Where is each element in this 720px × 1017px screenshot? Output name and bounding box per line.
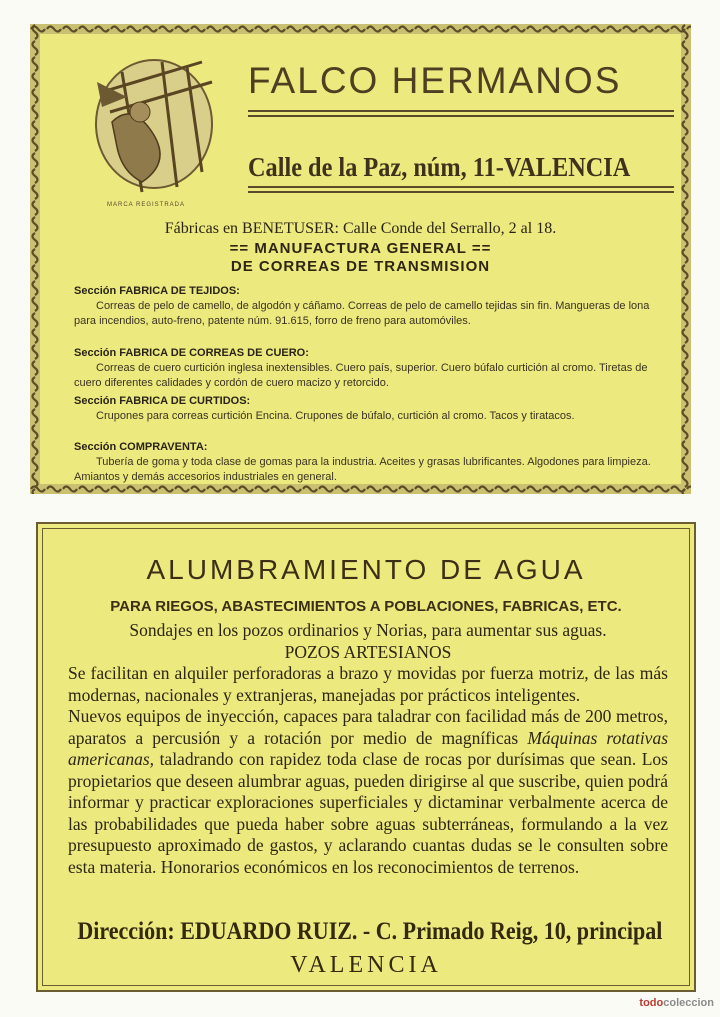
section-body: Tubería de goma y toda clase de gomas para la industria. Aceites y grasas lubrificantes. Algodones para limpieza. Amiantos y demás accesorios industriales en general. (74, 456, 651, 483)
ad-body (68, 620, 668, 878)
section-compraventa (74, 440, 659, 485)
weaver-logo-icon (82, 52, 232, 202)
equipos-text-a: Nuevos equipos de inyección, capaces para taladrar con facilidad más de 200 metros, aparatos a percusión y a rotación por medio de magníficas (68, 706, 668, 748)
section-title: Sección FABRICA DE CORREAS DE CUERO: (74, 347, 309, 359)
city-line: VALENCIA (290, 952, 442, 978)
section-body: Correas de cuero curtición inglesa inextensibles. Cuero país, superior. Cuero búfalo curtición al cromo. Tiretas de cuero diferentes calidades y cordón de cuero macizo y retorcido. (74, 362, 648, 389)
company-address: Calle de la Paz, núm, 11-VALENCIA (248, 152, 631, 182)
section-body: Correas de pelo de camello, de algodón y cáñamo. Correas de pelo de camello tejidas sin fin. Mangueras de lona para incendios, auto-freno, patente núm. 91.615, forro de freno para automóviles. (74, 300, 650, 327)
section-title: Sección COMPRAVENTA: (74, 441, 208, 453)
ad-subtitle: PARA RIEGOS, ABASTECIMIENTOS A POBLACIONES, FABRICAS, ETC. (110, 598, 622, 615)
direccion-line: Dirección: EDUARDO RUIZ. - C. Primado Reig, 10, principal (77, 918, 663, 945)
alumbramiento-advertisement (36, 522, 696, 992)
divider-rule (248, 110, 674, 117)
logo-caption: MARCA REGISTRADA (107, 202, 186, 208)
section-curtidos (74, 394, 659, 424)
section-title: Sección FABRICA DE CURTIDOS: (74, 395, 251, 407)
section-body: Crupones para correas curtición Encina. Crupones de búfalo, curtición al cromo. Tacos y tiratacos. (96, 410, 575, 422)
sondajes-line: Sondajes en los pozos ordinarios y Norias, para aumentar sus aguas. (129, 620, 607, 640)
maquinas-italic: Máquinas rotativas americanas, (68, 727, 669, 769)
section-tejidos (74, 284, 659, 329)
pozos-heading: POZOS ARTESIANOS (284, 641, 452, 662)
watermark-part2: coleccion (663, 997, 714, 1009)
factories-line: Fábricas en BENETUSER: Calle Conde del Serrallo, 2 al 18. (164, 220, 557, 237)
divider-rule (248, 186, 674, 193)
falco-hermanos-advertisement (30, 24, 691, 494)
watermark-part1: todo (639, 997, 664, 1009)
ad-title: ALUMBRAMIENTO DE AGUA (146, 554, 586, 585)
watermark (639, 997, 714, 1009)
section-correas-cuero (74, 346, 659, 391)
manufactura-heading: == MANUFACTURA GENERAL == (229, 240, 492, 257)
equipos-text-b: taladrando con rapidez toda clase de rocas por durísimas que sean. Los propietarios que deseen alumbrar aguas, pueden dirigirse al que suscribe, quien podrá informar y practicar exploraciones superficiales y dictaminar verbalmente acerca de las probabilidades que pueda haber sobre aguas subterráneas, formulando a la vez presupuesto aproximado de gastos, y aclarando cuantas dudas se le consulten sobre esta materia. Honorarios económicos en los reconocimientos de terrenos. (68, 749, 668, 877)
brand-name: FALCO HERMANOS (248, 60, 622, 101)
alquiler-paragraph: Se facilitan en alquiler perforadoras a brazo y movidas por fuerza motriz, de las más modernas, nacionales y extranjeras, manejadas por prácticos inteligentes. (68, 663, 668, 705)
section-title: Sección FABRICA DE TEJIDOS: (74, 285, 240, 297)
equipos-paragraph (68, 706, 668, 878)
correas-heading: DE CORREAS DE TRANSMISION (230, 258, 491, 275)
